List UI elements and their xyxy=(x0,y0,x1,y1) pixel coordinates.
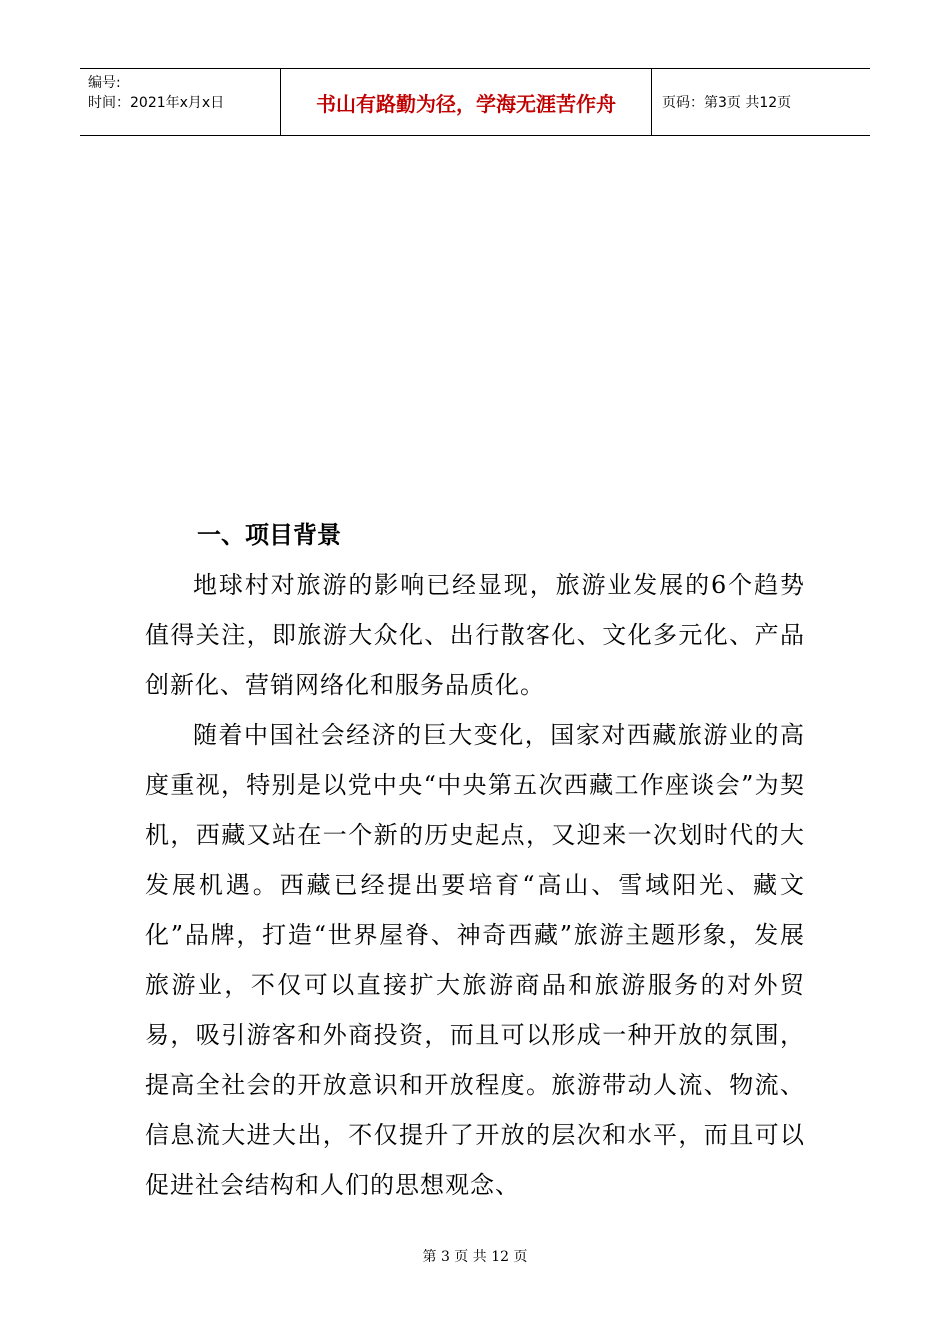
header-page-info: 页码：第3页 共12页 xyxy=(662,95,792,111)
page-header xyxy=(80,68,870,136)
document-body xyxy=(145,510,805,1210)
body-paragraph: 地球村对旅游的影响已经显现，旅游业发展的6个趋势值得关注，即旅游大众化、出行散客化、文化多元化、产品创新化、营销网络化和服务品质化。 xyxy=(145,571,805,699)
header-motto: 书山有路勤为径，学海无涯苦作舟 xyxy=(280,69,652,135)
section-heading: 一、项目背景 xyxy=(197,521,341,549)
header-meta xyxy=(80,69,280,135)
document-number-label: 编号: xyxy=(88,75,121,91)
page-footer: 第 3 页 共 12 页 xyxy=(422,1249,528,1265)
document-time-label: 时间：2021年x月x日 xyxy=(88,95,225,111)
body-paragraph: 随着中国社会经济的巨大变化，国家对西藏旅游业的高度重视，特别是以党中央“中央第五次西藏工作座谈会”为契机，西藏又站在一个新的历史起点，又迎来一次划时代的大发展机遇。西藏已经提出要培育“高山、雪域阳光、藏文化”品牌，打造“世界屋脊、神奇西藏”旅游主题形象，发展旅游业，不仅可以直接扩大旅游商品和旅游服务的对外贸易，吸引游客和外商投资，而且可以形成一种开放的氛围，提高全社会的开放意识和开放程度。旅游带动人流、物流、信息流大进大出，不仅提升了开放的层次和水平，而且可以促进社会结构和人们的思想观念、 xyxy=(145,721,805,1199)
